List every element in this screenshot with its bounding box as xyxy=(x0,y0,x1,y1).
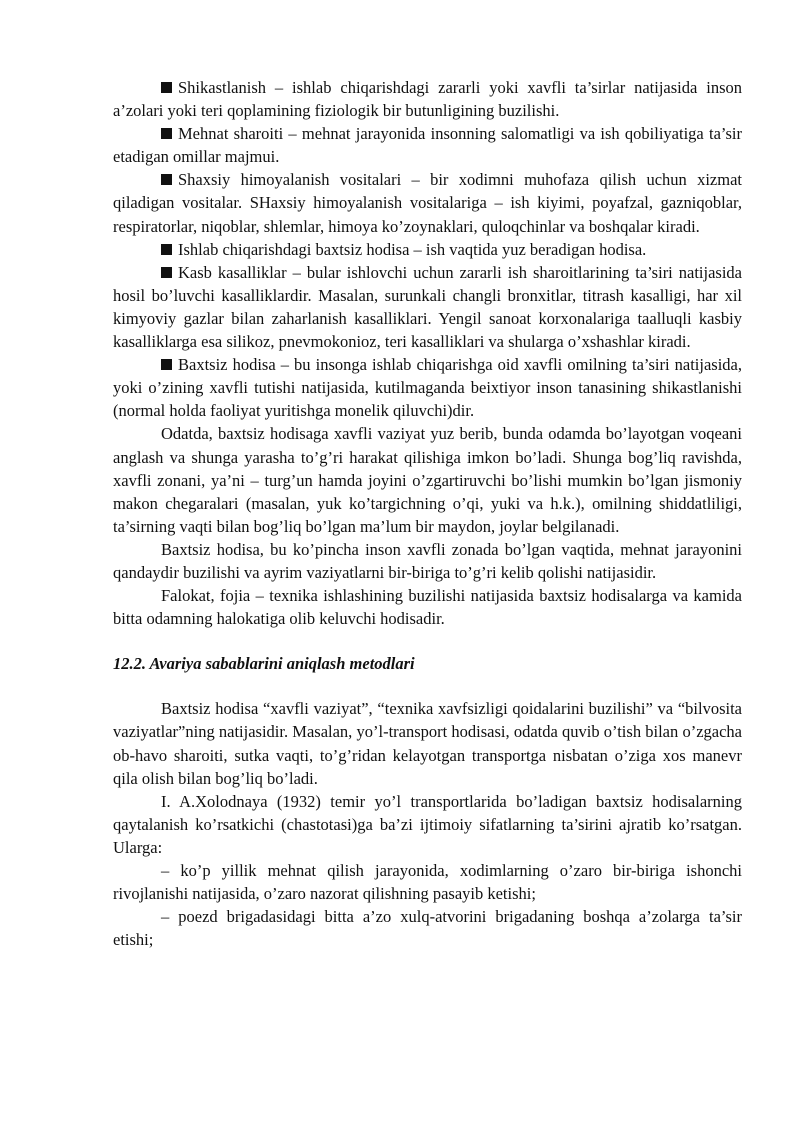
square-bullet-icon xyxy=(161,244,172,255)
definition-paragraph xyxy=(113,261,742,353)
paragraph-text: Mehnat sharoiti – mehnat jarayonida insonning salomatligi va ish qobiliyatiga ta’sir etadigan omillar majmui. xyxy=(113,124,742,167)
dash-list-item: – ko’p yillik mehnat qilish jarayonida, xodimlarning o’zaro bir-biriga ishonchi rivojlanishi natijasida, o’zaro nazorat qilishning pasayib ketishi; xyxy=(113,861,742,904)
paragraph-text: Kasb kasalliklar – bular ishlovchi uchun zararli ish sharoitlarining ta’siri natijasida hosil bo’luvchi kasalliklardir. Masalan, surunkali changli bronxitlar, titrash kasalligi, har xil kimyoviy gazlar bilan zaharlanish kasalliklari. Yengil sanoat korxonalariga taalluqli kasbiy kasalliklarga esa silikoz, pnevmokonioz, teri kasalliklari va shularga o’xshashlar kiradi. xyxy=(113,262,742,352)
paragraph-text: Baxtsiz hodisa – bu insonga ishlab chiqarishga oid xavfli omilning ta’siri natijasida, yoki o’zining xavfli tutishi natijasida, kutilmaganda beixtiyor inson tanasining shikastlanishi (normal holda faoliyat yuritishga monelik qiluvchi)dir. xyxy=(113,355,742,421)
definition-paragraph xyxy=(113,122,742,168)
body-paragraph: I. A.Xolodnaya (1932) temir yo’l transportlarida bo’ladigan baxtsiz hodisalarning qaytalanish ko’rsatkichi (chastotasi)ga ba’zi ijtimoiy sifatlarning ta’sirini ajratib ko’rsatgan. Ularga: xyxy=(113,791,742,857)
square-bullet-icon xyxy=(161,359,172,370)
definition-paragraph xyxy=(113,353,742,422)
definition-paragraph xyxy=(113,238,742,261)
document-page xyxy=(113,76,742,951)
square-bullet-icon xyxy=(161,267,172,278)
square-bullet-icon xyxy=(161,174,172,185)
definition-paragraph xyxy=(113,76,742,122)
body-paragraph: Baxtsiz hodisa, bu ko’pincha inson xavfli zonada bo’lgan vaqtida, mehnat jarayonini qandaydir buzilishi va ayrim vaziyatlarni bir-biriga to’g’ri kelib qolishi natijasidir. xyxy=(113,539,742,582)
body-paragraph: Falokat, fojia – texnika ishlashining buzilishi natijasida baxtsiz hodisalarga va kamida bitta odamning halokatiga olib keluvchi hodisadir. xyxy=(113,586,742,629)
square-bullet-icon xyxy=(161,128,172,139)
paragraph-text: Shaxsiy himoyalanish vositalari – bir xodimni muhofaza qilish uchun xizmat qiladigan vositalar. SHaxsiy himoyalanish vositalariga – ish kiyimi, poyafzal, gazniqoblar, respiratorlar, niqoblar, shlemlar, himoya ko’zoynaklari, quloqchinlar va boshqalar kiradi. xyxy=(113,170,742,236)
paragraph-text: Shikastlanish – ishlab chiqarishdagi zararli yoki xavfli ta’sirlar natijasida inson a’zolari yoki teri qoplamining fiziologik bir butunligining buzilishi. xyxy=(113,78,742,121)
paragraph-text: Ishlab chiqarishdagi baxtsiz hodisa – ish vaqtida yuz beradigan hodisa. xyxy=(178,239,647,259)
definition-paragraph xyxy=(113,168,742,237)
body-paragraph: Baxtsiz hodisa “xavfli vaziyat”, “texnika xavfsizligi qoidalarini buzilishi” va “bilvosita vaziyatlar”ning natijasidir. Masalan, yo’l-transport hodisasi, odatda quvib o’tish bilan o’zgacha ob-havo sharoiti, sutka vaqti, to’g’ridan kelayotgan transportga nisbatan o’ziga xos manevr qila olish bilan bog’liq bo’ladi. xyxy=(113,699,742,788)
square-bullet-icon xyxy=(161,82,172,93)
dash-list-item: – poezd brigadasidagi bitta a’zo xulq-atvorini brigadaning boshqa a’zolarga ta’sir etishi; xyxy=(113,907,742,950)
section-heading: 12.2. Avariya sabablarini aniqlash metodlari xyxy=(113,654,415,674)
body-paragraph: Odatda, baxtsiz hodisaga xavfli vaziyat yuz berib, bunda odamda bo’layotgan voqeani anglash va shunga yarasha to’g’ri harakat qilishiga imkon bo’ladi. Shunga bog’liq ravishda, xavfli zonani, ya’ni – turg’un hamda joyini o’zgartiruvchi bo’lishi mumkin bo’lgan jismoniy makon chegaralari (masalan, yuk ko’targichning o’qi, yuki va h.k.), omilning shiddatliligi, ta’sirning vaqti bilan bog’liq bo’lgan ma’lum bir maydon, joylar belgilanadi. xyxy=(113,424,742,536)
